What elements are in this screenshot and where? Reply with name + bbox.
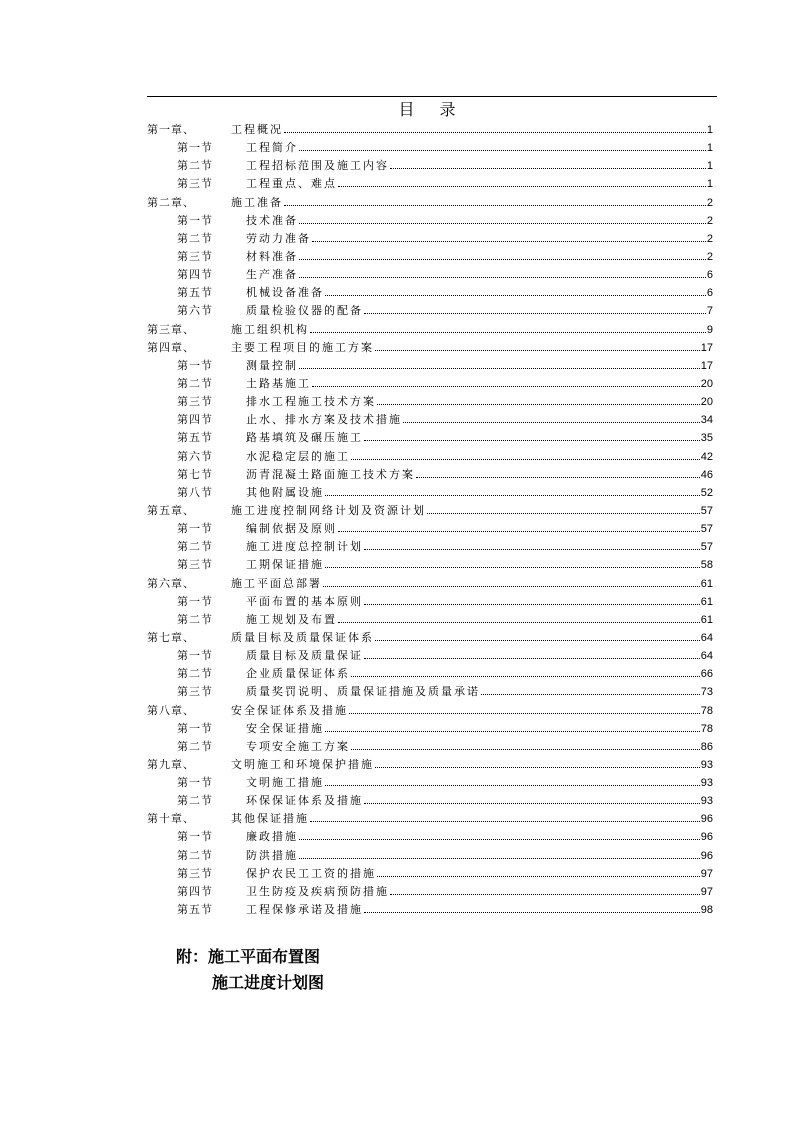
toc-page-number: 57: [700, 504, 713, 517]
toc-page-number: 93: [700, 795, 713, 808]
toc-page-number: 98: [700, 904, 713, 917]
toc-entry-number: 第三章、: [147, 322, 195, 336]
toc-entry-number: 第三节: [177, 558, 213, 572]
toc-dot-leader: [416, 476, 700, 478]
toc-entry-number: 第六节: [177, 304, 213, 318]
toc-entry-number: 第三节: [177, 177, 213, 191]
toc-chapter-entry[interactable]: [147, 702, 713, 720]
toc-entry-number: 第一节: [177, 522, 213, 536]
appendix: [176, 944, 324, 996]
toc-page-number: 20: [700, 377, 713, 390]
toc-entry-title: 排水工程施工技术方案: [246, 395, 376, 409]
toc-entry-title: 卫生防疫及疾病预防措施: [246, 884, 389, 898]
toc-entry-number: 第五章、: [147, 503, 195, 517]
toc-section-entry[interactable]: [147, 538, 713, 556]
toc-section-entry[interactable]: [147, 792, 713, 810]
toc-dot-leader: [338, 621, 700, 623]
toc-page-number: 93: [700, 777, 713, 790]
toc-entry-title: 质量奖罚说明、质量保证措施及质量承诺: [246, 685, 480, 699]
toc-entry-title: 文明施工措施: [246, 776, 324, 790]
toc-section-entry[interactable]: [147, 212, 713, 230]
toc-page-number: 52: [700, 486, 713, 499]
toc-page-number: 2: [706, 250, 713, 263]
toc-entry-title: 机械设备准备: [246, 286, 324, 300]
toc-entry-number: 第二节: [177, 667, 213, 681]
toc-entry-number: 第一节: [177, 358, 213, 372]
toc-chapter-entry[interactable]: [147, 194, 713, 212]
toc-section-entry[interactable]: [147, 411, 713, 429]
toc-page-number: 2: [706, 214, 713, 227]
toc-dot-leader: [427, 512, 700, 514]
toc-section-entry[interactable]: [147, 901, 713, 919]
toc-entry-number: 第二节: [177, 159, 213, 173]
toc-dot-leader: [364, 911, 700, 913]
appendix-line-1: 附：施工平面布置图: [176, 947, 321, 966]
toc-page-number: 64: [700, 631, 713, 644]
toc-page-number: 78: [700, 722, 713, 735]
toc-chapter-entry[interactable]: [147, 810, 713, 828]
toc-page-number: 78: [700, 704, 713, 717]
toc-entry-title: 施工平面总部署: [231, 576, 322, 590]
header-rule: [147, 96, 717, 97]
toc-entry-number: 第一节: [177, 141, 213, 155]
toc-entry-title: 其他保证措施: [231, 812, 309, 826]
toc-entry-number: 第一章、: [147, 123, 195, 136]
toc-dot-leader: [325, 730, 700, 732]
toc-entry-number: 第五节: [177, 286, 213, 300]
toc-section-entry[interactable]: [147, 847, 713, 865]
toc-chapter-entry[interactable]: [147, 321, 713, 339]
toc-entry-number: 第一节: [177, 830, 213, 844]
toc-entry-number: 第四节: [177, 413, 213, 427]
toc-section-entry[interactable]: [147, 665, 713, 683]
toc-entry-title: 安全保证体系及措施: [231, 703, 348, 717]
toc-page-number: 6: [706, 269, 713, 282]
toc-entry-title: 工期保证措施: [246, 558, 324, 572]
toc-dot-leader: [351, 675, 700, 677]
toc-dot-leader: [375, 349, 700, 351]
toc-entry-title: 施工进度总控制计划: [246, 540, 363, 554]
toc-section-entry[interactable]: [147, 429, 713, 447]
toc-entry-title: 防洪措施: [246, 848, 298, 862]
toc-section-entry[interactable]: [147, 774, 713, 792]
toc-section-entry[interactable]: [147, 683, 713, 701]
toc-page-number: 57: [700, 541, 713, 554]
toc-entry-title: 技术准备: [246, 213, 298, 227]
toc-section-entry[interactable]: [147, 375, 713, 393]
toc-dot-leader: [403, 421, 700, 423]
toc-page-number: 93: [700, 758, 713, 771]
toc-page-number: 1: [706, 142, 713, 155]
toc-dot-leader: [299, 258, 706, 260]
toc-entry-title: 工程简介: [246, 141, 298, 155]
toc-dot-leader: [364, 548, 700, 550]
toc-page-number: 73: [700, 686, 713, 699]
toc-entry-number: 第六节: [177, 449, 213, 463]
toc-page-number: 17: [700, 359, 713, 372]
toc-dot-leader: [310, 820, 700, 822]
toc-entry-title: 文明施工和环境保护措施: [231, 757, 374, 771]
toc-dot-leader: [312, 240, 706, 242]
toc-page-number: 97: [700, 867, 713, 880]
toc-page-number: 34: [700, 414, 713, 427]
toc-section-entry[interactable]: [147, 556, 713, 574]
toc-page-number: 58: [700, 559, 713, 572]
toc-page-number: 6: [706, 287, 713, 300]
toc-section-entry[interactable]: [147, 484, 713, 502]
toc-dot-leader: [364, 312, 706, 314]
toc-dot-leader: [325, 494, 700, 496]
toc-entry-title: 水泥稳定层的施工: [246, 449, 350, 463]
toc-entry-number: 第八章、: [147, 703, 195, 717]
toc-section-entry[interactable]: [147, 593, 713, 611]
toc-chapter-entry[interactable]: [147, 502, 713, 520]
toc-entry-number: 第一节: [177, 776, 213, 790]
toc-dot-leader: [284, 131, 706, 133]
toc-entry-title: 劳动力准备: [246, 231, 311, 245]
toc-dot-leader: [390, 167, 706, 169]
appendix-line-2: 施工进度计划图: [212, 973, 325, 992]
toc-entry-number: 第四节: [177, 884, 213, 898]
toc-section-entry[interactable]: [147, 139, 713, 157]
toc-entry-number: 第九章、: [147, 757, 195, 771]
toc-entry-number: 第三节: [177, 249, 213, 263]
toc-section-entry[interactable]: [147, 357, 713, 375]
toc-section-entry[interactable]: [147, 175, 713, 193]
toc-entry-title: 其他附属设施: [246, 485, 324, 499]
toc-page-number: 2: [706, 196, 713, 209]
toc-entry-title: 保护农民工工资的措施: [246, 866, 376, 880]
table-of-contents: [147, 121, 713, 919]
toc-entry-title: 施工组织机构: [231, 322, 309, 336]
toc-dot-leader: [312, 385, 700, 387]
toc-page-number: 35: [700, 432, 713, 445]
toc-page-number: 66: [700, 668, 713, 681]
toc-section-entry[interactable]: [147, 157, 713, 175]
toc-page-number: 1: [706, 160, 713, 173]
toc-entry-number: 第三节: [177, 866, 213, 880]
toc-entry-number: 第三节: [177, 395, 213, 409]
toc-page-number: 7: [706, 305, 713, 318]
toc-entry-title: 质量目标及质量保证: [246, 649, 363, 663]
toc-entry-number: 第一节: [177, 649, 213, 663]
toc-entry-number: 第七章、: [147, 630, 195, 644]
toc-page-number: 61: [700, 595, 713, 608]
toc-dot-leader: [375, 766, 700, 768]
toc-dot-leader: [364, 603, 700, 605]
toc-section-entry[interactable]: [147, 611, 713, 629]
toc-page-number: 20: [700, 396, 713, 409]
toc-dot-leader: [338, 530, 700, 532]
toc-dot-leader: [375, 639, 700, 641]
toc-section-entry[interactable]: [147, 266, 713, 284]
toc-page-number: 96: [700, 849, 713, 862]
toc-entry-number: 第二节: [177, 231, 213, 245]
toc-chapter-entry[interactable]: [147, 756, 713, 774]
toc-entry-title: 工程招标范围及施工内容: [246, 159, 389, 173]
toc-section-entry[interactable]: [147, 393, 713, 411]
toc-entry-title: 企业质量保证体系: [246, 667, 350, 681]
toc-entry-title: 编制依据及原则: [246, 522, 337, 536]
toc-section-entry[interactable]: [147, 248, 713, 266]
toc-page-number: 46: [700, 468, 713, 481]
toc-entry-number: 第二节: [177, 612, 213, 626]
toc-dot-leader: [299, 367, 700, 369]
toc-chapter-entry[interactable]: [147, 629, 713, 647]
toc-dot-leader: [338, 185, 706, 187]
toc-entry-number: 第二节: [177, 376, 213, 390]
toc-entry-title: 土路基施工: [246, 376, 311, 390]
toc-section-entry[interactable]: [147, 647, 713, 665]
toc-section-entry[interactable]: [147, 284, 713, 302]
toc-entry-number: 第三节: [177, 685, 213, 699]
toc-entry-title: 平面布置的基本原则: [246, 594, 363, 608]
toc-page-number: 64: [700, 650, 713, 663]
toc-entry-title: 安全保证措施: [246, 721, 324, 735]
toc-entry-title: 主要工程项目的施工方案: [231, 340, 374, 354]
toc-entry-title: 止水、排水方案及技术措施: [246, 413, 402, 427]
toc-chapter-entry[interactable]: [147, 121, 713, 139]
toc-dot-leader: [351, 458, 700, 460]
toc-section-entry[interactable]: [147, 720, 713, 738]
toc-page-number: 42: [700, 450, 713, 463]
toc-page-number: 57: [700, 523, 713, 536]
toc-page-number: 61: [700, 613, 713, 626]
toc-entry-number: 第六章、: [147, 576, 195, 590]
toc-section-entry[interactable]: [147, 520, 713, 538]
toc-section-entry[interactable]: [147, 865, 713, 883]
toc-section-entry[interactable]: [147, 302, 713, 320]
toc-entry-number: 第一节: [177, 721, 213, 735]
toc-dot-leader: [325, 566, 700, 568]
toc-section-entry[interactable]: [147, 466, 713, 484]
toc-entry-number: 第五节: [177, 431, 213, 445]
toc-dot-leader: [299, 222, 706, 224]
toc-entry-number: 第二章、: [147, 195, 195, 209]
toc-chapter-entry[interactable]: [147, 339, 713, 357]
toc-page-number: 61: [700, 577, 713, 590]
toc-section-entry[interactable]: [147, 738, 713, 756]
toc-entry-title: 生产准备: [246, 268, 298, 282]
toc-dot-leader: [481, 693, 700, 695]
toc-entry-title: 质量检验仪器的配备: [246, 304, 363, 318]
toc-entry-number: 第二节: [177, 794, 213, 808]
toc-dot-leader: [364, 802, 700, 804]
toc-dot-leader: [364, 439, 700, 441]
toc-dot-leader: [351, 748, 700, 750]
toc-dot-leader: [284, 204, 706, 206]
toc-entry-title: 专项安全施工方案: [246, 739, 350, 753]
toc-dot-leader: [349, 712, 700, 714]
toc-section-entry[interactable]: [147, 230, 713, 248]
toc-page-number: 9: [706, 323, 713, 336]
toc-entry-title: 环保保证体系及措施: [246, 794, 363, 808]
toc-entry-number: 第二节: [177, 739, 213, 753]
toc-dot-leader: [325, 294, 706, 296]
toc-entry-title: 沥青混凝土路面施工技术方案: [246, 467, 415, 481]
toc-entry-number: 第四章、: [147, 340, 195, 354]
toc-entry-title: 质量目标及质量保证体系: [231, 630, 374, 644]
toc-dot-leader: [299, 149, 706, 151]
toc-entry-title: 工程重点、难点: [246, 177, 337, 191]
toc-entry-number: 第八节: [177, 485, 213, 499]
toc-entry-title: 施工进度控制网络计划及资源计划: [231, 503, 426, 517]
toc-entry-number: 第二节: [177, 848, 213, 862]
toc-entry-title: 施工规划及布置: [246, 612, 337, 626]
toc-section-entry[interactable]: [147, 883, 713, 901]
toc-dot-leader: [299, 838, 700, 840]
toc-dot-leader: [310, 331, 706, 333]
toc-page-number: 96: [700, 831, 713, 844]
page-title: 目 录: [398, 100, 466, 119]
toc-entry-title: 材料准备: [246, 249, 298, 263]
toc-section-entry[interactable]: [147, 448, 713, 466]
toc-page-number: 1: [706, 178, 713, 191]
toc-dot-leader: [390, 893, 700, 895]
toc-entry-title: 工程保修承诺及措施: [246, 903, 363, 917]
toc-entry-number: 第四节: [177, 268, 213, 282]
toc-entry-number: 第十章、: [147, 812, 195, 826]
toc-entry-number: 第七节: [177, 467, 213, 481]
toc-chapter-entry[interactable]: [147, 575, 713, 593]
toc-dot-leader: [299, 857, 700, 859]
toc-entry-number: 第二节: [177, 540, 213, 554]
toc-dot-leader: [323, 585, 700, 587]
toc-entry-title: 工程概况: [231, 123, 283, 136]
toc-dot-leader: [299, 276, 706, 278]
toc-entry-number: 第五节: [177, 903, 213, 917]
toc-entry-number: 第一节: [177, 213, 213, 227]
toc-entry-title: 测量控制: [246, 358, 298, 372]
toc-entry-title: 施工准备: [231, 195, 283, 209]
toc-page-number: 86: [700, 740, 713, 753]
toc-section-entry[interactable]: [147, 828, 713, 846]
toc-dot-leader: [325, 784, 700, 786]
toc-page-number: 97: [700, 885, 713, 898]
toc-entry-title: 路基填筑及碾压施工: [246, 431, 363, 445]
toc-entry-title: 廉政措施: [246, 830, 298, 844]
toc-page-number: 1: [706, 124, 713, 136]
toc-page-number: 17: [700, 341, 713, 354]
toc-dot-leader: [377, 403, 700, 405]
toc-dot-leader: [377, 875, 700, 877]
toc-page-number: 96: [700, 813, 713, 826]
toc-page-number: 2: [706, 232, 713, 245]
toc-entry-number: 第一节: [177, 594, 213, 608]
toc-dot-leader: [364, 657, 700, 659]
